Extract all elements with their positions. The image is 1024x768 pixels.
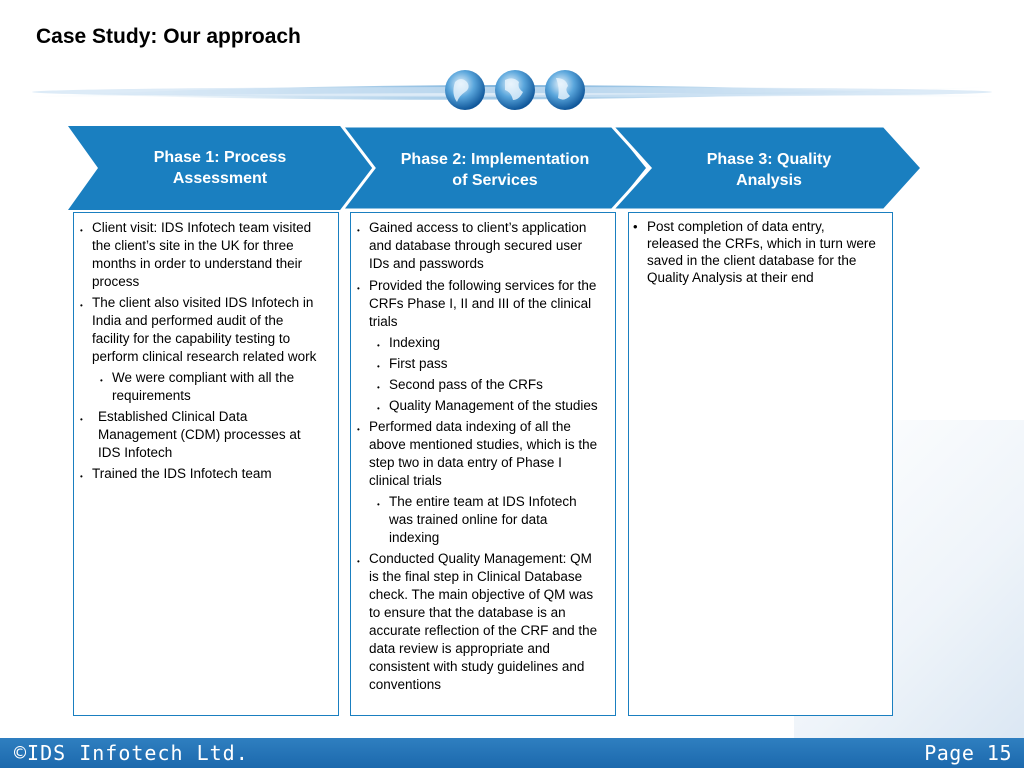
phase-2-box bbox=[350, 212, 616, 716]
bullet-icon: • bbox=[377, 500, 380, 509]
bullet-icon: • bbox=[357, 557, 360, 566]
bullet-text: Performed data indexing of all the bbox=[369, 419, 571, 434]
bullet-text: data review is appropriate and bbox=[369, 641, 550, 656]
phase-1-title bbox=[120, 147, 320, 189]
bullet-text: months in order to understand their bbox=[92, 256, 303, 271]
bullet-icon: • bbox=[377, 383, 380, 392]
bullet-text: Quality Analysis at their end bbox=[647, 270, 814, 285]
bullet-text: consistent with study guidelines and bbox=[369, 659, 585, 674]
bullet-icon: • bbox=[377, 341, 380, 350]
bullet-text: to ensure that the database is an bbox=[369, 605, 566, 620]
bullet-text: saved in the client database for the bbox=[647, 253, 857, 268]
bullet-icon: • bbox=[80, 301, 83, 310]
bullet-text: process bbox=[92, 274, 140, 289]
bullet-text: is the final step in Clinical Database bbox=[369, 569, 583, 584]
bullet-text: IDS Infotech bbox=[98, 445, 173, 460]
company-name: ©IDS Infotech Ltd. bbox=[14, 741, 249, 765]
bullet-text: indexing bbox=[389, 530, 440, 545]
phase-3-title-line2: Analysis bbox=[736, 172, 802, 189]
bullet-text: perform clinical research related work bbox=[92, 349, 317, 364]
bullet-text: Client visit: IDS Infotech team visited bbox=[92, 220, 312, 235]
bullet-text: facility for the capability testing to bbox=[92, 331, 291, 346]
bullet-text: check. The main objective of QM was bbox=[369, 587, 594, 602]
phase-3-box bbox=[628, 212, 893, 716]
slide-title: Case Study: Our approach bbox=[36, 25, 301, 48]
bullet-text: India and performed audit of the bbox=[92, 313, 284, 328]
bullet-text: Gained access to client’s application bbox=[369, 220, 587, 235]
bullet-text: clinical trials bbox=[369, 473, 442, 488]
phase-1-title-line1: Phase 1: Process bbox=[153, 149, 287, 166]
bullet-icon: • bbox=[80, 226, 83, 235]
page-number: Page 15 bbox=[924, 741, 1012, 765]
bullet-text: above mentioned studies, which is the bbox=[369, 437, 598, 452]
bullet-icon: • bbox=[357, 284, 360, 293]
globe-icon bbox=[545, 70, 585, 110]
bullet-text: CRFs Phase I, II and III of the clinical bbox=[369, 296, 592, 311]
bullet-text: Post completion of data entry, bbox=[647, 219, 825, 234]
bullet-text: Provided the following services for the bbox=[369, 278, 597, 293]
bullet-text: was trained online for data bbox=[389, 512, 548, 527]
bullet-text: accurate reflection of the CRF and the bbox=[369, 623, 598, 638]
bullet-icon: • bbox=[377, 362, 380, 371]
bullet-text: IDs and passwords bbox=[369, 256, 484, 271]
phase-1-title-line2: Assessment bbox=[172, 170, 268, 187]
bullet-text: and database through secured user bbox=[369, 238, 583, 253]
globe-icon bbox=[445, 70, 485, 110]
bullet-text: The entire team at IDS Infotech bbox=[389, 494, 577, 509]
bullet-icon: • bbox=[357, 226, 360, 235]
phase-3-title-line1: Phase 3: Quality bbox=[706, 151, 832, 168]
phase-2-title bbox=[385, 149, 605, 191]
bullet-text: Conducted Quality Management: QM bbox=[369, 551, 592, 566]
bullet-text: Trained the IDS Infotech team bbox=[92, 466, 272, 481]
phase-2-title-line2: of Services bbox=[452, 172, 538, 189]
bullet-icon: • bbox=[357, 425, 360, 434]
bullet-text: We were compliant with all the bbox=[112, 370, 295, 385]
bullet-text: Established Clinical Data bbox=[98, 409, 248, 424]
bullet-text: The client also visited IDS Infotech in bbox=[92, 295, 314, 310]
phase-1-box bbox=[73, 212, 339, 716]
phase-2-title-line1: Phase 2: Implementation bbox=[400, 151, 590, 168]
bullet-text: trials bbox=[369, 314, 398, 329]
bullet-text: the client’s site in the UK for three bbox=[92, 238, 294, 253]
bullet-text: First pass bbox=[389, 356, 448, 371]
bullet-icon: • bbox=[100, 376, 103, 385]
bullet-text: step two in data entry of Phase I bbox=[369, 455, 562, 470]
globe-icon bbox=[495, 70, 535, 110]
bullet-text: Management (CDM) processes at bbox=[98, 427, 301, 442]
phase-3-title bbox=[669, 149, 869, 191]
bullet-icon: • bbox=[377, 404, 380, 413]
bullet-text: released the CRFs, which in turn were bbox=[647, 236, 876, 251]
bullet-icon: • bbox=[633, 219, 638, 234]
bullet-text: conventions bbox=[369, 677, 442, 692]
globe-banner-image bbox=[0, 62, 1024, 132]
bullet-icon: • bbox=[80, 472, 83, 481]
bullet-text: Second pass of the CRFs bbox=[389, 377, 543, 392]
bullet-icon: • bbox=[80, 415, 83, 424]
bullet-text: Quality Management of the studies bbox=[389, 398, 598, 413]
bullet-text: requirements bbox=[112, 388, 191, 403]
bullet-text: Indexing bbox=[389, 335, 441, 350]
